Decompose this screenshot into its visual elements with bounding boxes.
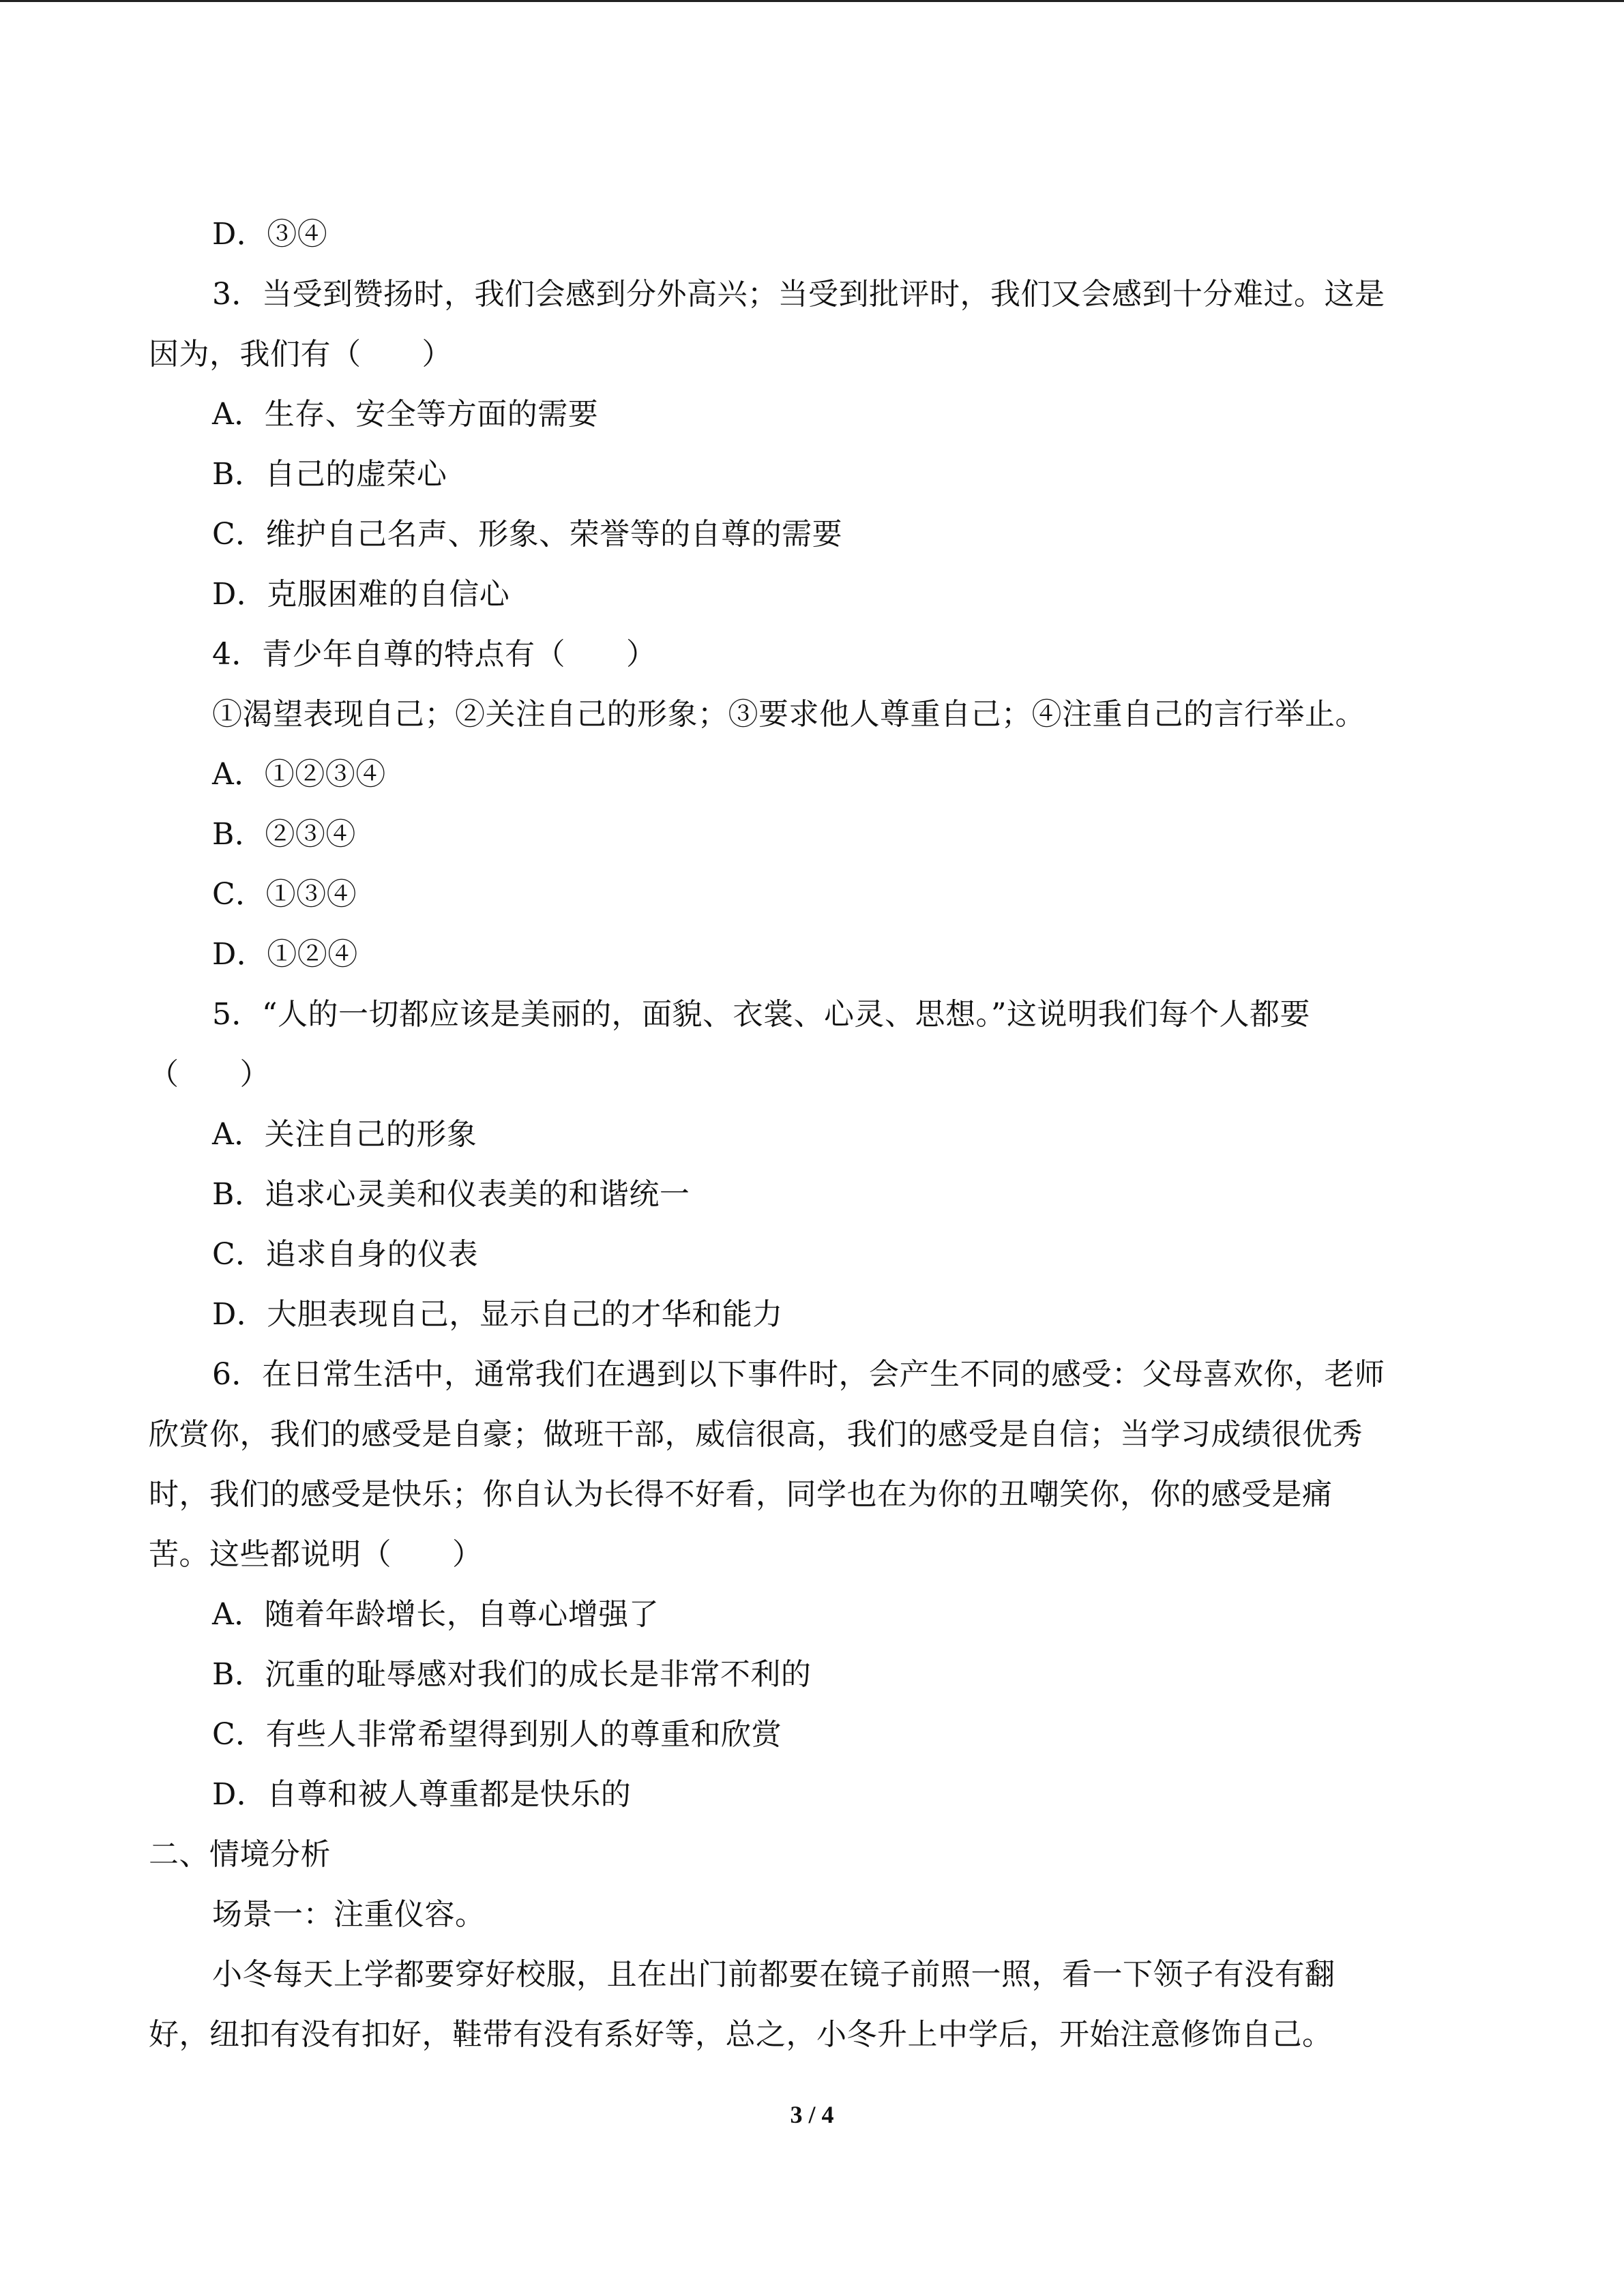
text-line: 时，我们的感受是快乐；你自认为长得不好看，同学也在为你的丑嘲笑你，你的感受是痛 [149,1477,1333,1512]
text-line: C．①③④ [212,877,357,912]
text-line: B．自己的虚荣心 [212,457,447,492]
page-number: 3 / 4 [790,2101,834,2128]
text-line: （ ） [149,1057,270,1092]
text-line: 5．“人的一切都应该是美丽的，面貌、衣裳、心灵、思想。”这说明我们每个人都要 [212,997,1310,1032]
text-line: D．大胆表现自己，显示自己的才华和能力 [212,1297,783,1332]
text-line: D．①②④ [212,937,358,972]
text-line: 欣赏你，我们的感受是自豪；做班干部，威信很高，我们的感受是自信；当学习成绩很优秀 [149,1417,1363,1452]
top-border-line [0,0,1624,2]
text-line: C．维护自己名声、形象、荣誉等的自尊的需要 [212,517,843,552]
text-line: D．自尊和被人尊重都是快乐的 [212,1777,632,1812]
text-line: 小冬每天上学都要穿好校服，且在出门前都要在镜子前照一照，看一下领子有没有翻 [212,1957,1335,1992]
text-line: C．有些人非常希望得到别人的尊重和欣赏 [212,1717,782,1752]
text-line: A．关注自己的形象 [212,1117,477,1152]
text-line: B．②③④ [212,817,356,852]
text-line: 3．当受到赞扬时，我们会感到分外高兴；当受到批评时，我们又会感到十分难过。这是 [212,277,1385,312]
text-line: 苦。这些都说明（ ） [149,1537,483,1572]
text-line: B．追求心灵美和仪表美的和谐统一 [212,1177,690,1212]
text-line: 6．在日常生活中，通常我们在遇到以下事件时，会产生不同的感受：父母喜欢你，老师 [212,1357,1385,1392]
text-line: C．追求自身的仪表 [212,1237,479,1272]
text-line: 好，纽扣有没有扣好，鞋带有没有系好等，总之，小冬升上中学后，开始注意修饰自己。 [149,2017,1333,2052]
text-line: ①渴望表现自己；②关注自己的形象；③要求他人尊重自己；④注重自己的言行举止。 [212,697,1365,732]
text-line: B．沉重的耻辱感对我们的成长是非常不利的 [212,1657,812,1692]
document-body [149,205,1465,2065]
text-line: 二、情境分析 [149,1837,331,1872]
text-line: D．克服困难的自信心 [212,577,510,612]
text-line: A．①②③④ [212,757,386,792]
text-line: A．随着年龄增长，自尊心增强了 [212,1597,660,1632]
text-line: A．生存、安全等方面的需要 [212,397,599,432]
text-line: 4．青少年自尊的特点有（ ） [212,637,657,672]
text-line: D．③④ [212,217,328,252]
text-line: 场景一：注重仪容。 [212,1897,486,1932]
text-line: 因为，我们有（ ） [149,337,452,372]
